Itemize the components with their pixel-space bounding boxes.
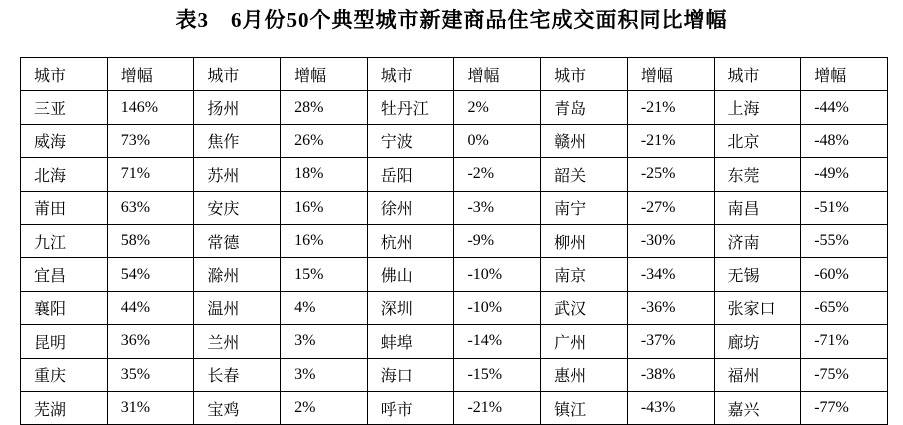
- column-header-growth: 增幅: [107, 58, 194, 91]
- growth-cell: 3%: [281, 358, 368, 391]
- city-cell: 兰州: [194, 325, 281, 358]
- city-cell: 北海: [21, 158, 108, 191]
- growth-cell: -51%: [801, 191, 888, 224]
- growth-cell: 3%: [281, 325, 368, 358]
- city-cell: 襄阳: [21, 291, 108, 324]
- city-cell: 宜昌: [21, 258, 108, 291]
- city-cell: 三亚: [21, 91, 108, 124]
- city-cell: 宁波: [367, 124, 454, 157]
- city-cell: 张家口: [714, 291, 801, 324]
- growth-cell: -55%: [801, 224, 888, 257]
- growth-cell: 146%: [107, 91, 194, 124]
- growth-cell: -10%: [454, 291, 541, 324]
- city-cell: 苏州: [194, 158, 281, 191]
- growth-cell: 54%: [107, 258, 194, 291]
- table-row: [21, 224, 888, 257]
- growth-cell: -25%: [627, 158, 714, 191]
- page-title: 表3 6月份50个典型城市新建商品住宅成交面积同比增幅: [175, 8, 728, 32]
- table-row: [21, 258, 888, 291]
- growth-cell: -43%: [627, 391, 714, 424]
- column-header-city: 城市: [541, 58, 628, 91]
- city-cell: 扬州: [194, 91, 281, 124]
- housing-growth-table: [20, 57, 888, 425]
- growth-cell: 63%: [107, 191, 194, 224]
- growth-cell: 2%: [281, 391, 368, 424]
- city-cell: 济南: [714, 224, 801, 257]
- table-row: [21, 358, 888, 391]
- city-cell: 北京: [714, 124, 801, 157]
- table-row: [21, 191, 888, 224]
- growth-cell: 36%: [107, 325, 194, 358]
- city-cell: 南宁: [541, 191, 628, 224]
- city-cell: 赣州: [541, 124, 628, 157]
- city-cell: 常德: [194, 224, 281, 257]
- growth-cell: -10%: [454, 258, 541, 291]
- column-header-growth: 增幅: [627, 58, 714, 91]
- growth-cell: -71%: [801, 325, 888, 358]
- city-cell: 宝鸡: [194, 391, 281, 424]
- city-cell: 温州: [194, 291, 281, 324]
- city-cell: 廊坊: [714, 325, 801, 358]
- city-cell: 广州: [541, 325, 628, 358]
- growth-cell: -9%: [454, 224, 541, 257]
- city-cell: 杭州: [367, 224, 454, 257]
- city-cell: 镇江: [541, 391, 628, 424]
- growth-cell: -49%: [801, 158, 888, 191]
- column-header-city: 城市: [367, 58, 454, 91]
- growth-cell: -77%: [801, 391, 888, 424]
- column-header-city: 城市: [21, 58, 108, 91]
- growth-cell: 44%: [107, 291, 194, 324]
- growth-cell: 2%: [454, 91, 541, 124]
- city-cell: 蚌埠: [367, 325, 454, 358]
- city-cell: 深圳: [367, 291, 454, 324]
- city-cell: 南京: [541, 258, 628, 291]
- city-cell: 重庆: [21, 358, 108, 391]
- city-cell: 嘉兴: [714, 391, 801, 424]
- city-cell: 上海: [714, 91, 801, 124]
- column-header-growth: 增幅: [801, 58, 888, 91]
- growth-cell: -30%: [627, 224, 714, 257]
- city-cell: 芜湖: [21, 391, 108, 424]
- growth-cell: -44%: [801, 91, 888, 124]
- city-cell: 岳阳: [367, 158, 454, 191]
- growth-cell: 16%: [281, 224, 368, 257]
- growth-cell: -3%: [454, 191, 541, 224]
- city-cell: 昆明: [21, 325, 108, 358]
- city-cell: 佛山: [367, 258, 454, 291]
- city-cell: 呼市: [367, 391, 454, 424]
- growth-cell: 31%: [107, 391, 194, 424]
- growth-cell: -60%: [801, 258, 888, 291]
- table-header-row: [21, 58, 888, 91]
- growth-cell: -36%: [627, 291, 714, 324]
- growth-cell: -21%: [627, 124, 714, 157]
- city-cell: 徐州: [367, 191, 454, 224]
- growth-cell: -2%: [454, 158, 541, 191]
- city-cell: 海口: [367, 358, 454, 391]
- growth-cell: 16%: [281, 191, 368, 224]
- growth-cell: -34%: [627, 258, 714, 291]
- city-cell: 青岛: [541, 91, 628, 124]
- city-cell: 九江: [21, 224, 108, 257]
- table-row: [21, 391, 888, 424]
- city-cell: 韶关: [541, 158, 628, 191]
- growth-cell: 73%: [107, 124, 194, 157]
- growth-cell: 4%: [281, 291, 368, 324]
- table-body: [21, 91, 888, 425]
- growth-cell: -48%: [801, 124, 888, 157]
- column-header-growth: 增幅: [281, 58, 368, 91]
- city-cell: 柳州: [541, 224, 628, 257]
- city-cell: 武汉: [541, 291, 628, 324]
- growth-cell: -14%: [454, 325, 541, 358]
- growth-cell: -75%: [801, 358, 888, 391]
- city-cell: 南昌: [714, 191, 801, 224]
- table-row: [21, 124, 888, 157]
- growth-cell: 26%: [281, 124, 368, 157]
- table-row: [21, 91, 888, 124]
- growth-cell: -21%: [454, 391, 541, 424]
- city-cell: 惠州: [541, 358, 628, 391]
- city-cell: 牡丹江: [367, 91, 454, 124]
- growth-cell: 71%: [107, 158, 194, 191]
- city-cell: 威海: [21, 124, 108, 157]
- city-cell: 莆田: [21, 191, 108, 224]
- city-cell: 无锡: [714, 258, 801, 291]
- city-cell: 滁州: [194, 258, 281, 291]
- city-cell: 焦作: [194, 124, 281, 157]
- growth-cell: -21%: [627, 91, 714, 124]
- growth-cell: -37%: [627, 325, 714, 358]
- growth-cell: 35%: [107, 358, 194, 391]
- city-cell: 福州: [714, 358, 801, 391]
- growth-cell: 15%: [281, 258, 368, 291]
- growth-cell: 28%: [281, 91, 368, 124]
- column-header-city: 城市: [714, 58, 801, 91]
- column-header-growth: 增幅: [454, 58, 541, 91]
- growth-cell: -27%: [627, 191, 714, 224]
- table-row: [21, 158, 888, 191]
- growth-cell: 58%: [107, 224, 194, 257]
- column-header-city: 城市: [194, 58, 281, 91]
- table-row: [21, 291, 888, 324]
- growth-cell: 0%: [454, 124, 541, 157]
- table-row: [21, 325, 888, 358]
- growth-cell: -38%: [627, 358, 714, 391]
- city-cell: 长春: [194, 358, 281, 391]
- city-cell: 安庆: [194, 191, 281, 224]
- growth-cell: -65%: [801, 291, 888, 324]
- growth-cell: -15%: [454, 358, 541, 391]
- growth-cell: 18%: [281, 158, 368, 191]
- city-cell: 东莞: [714, 158, 801, 191]
